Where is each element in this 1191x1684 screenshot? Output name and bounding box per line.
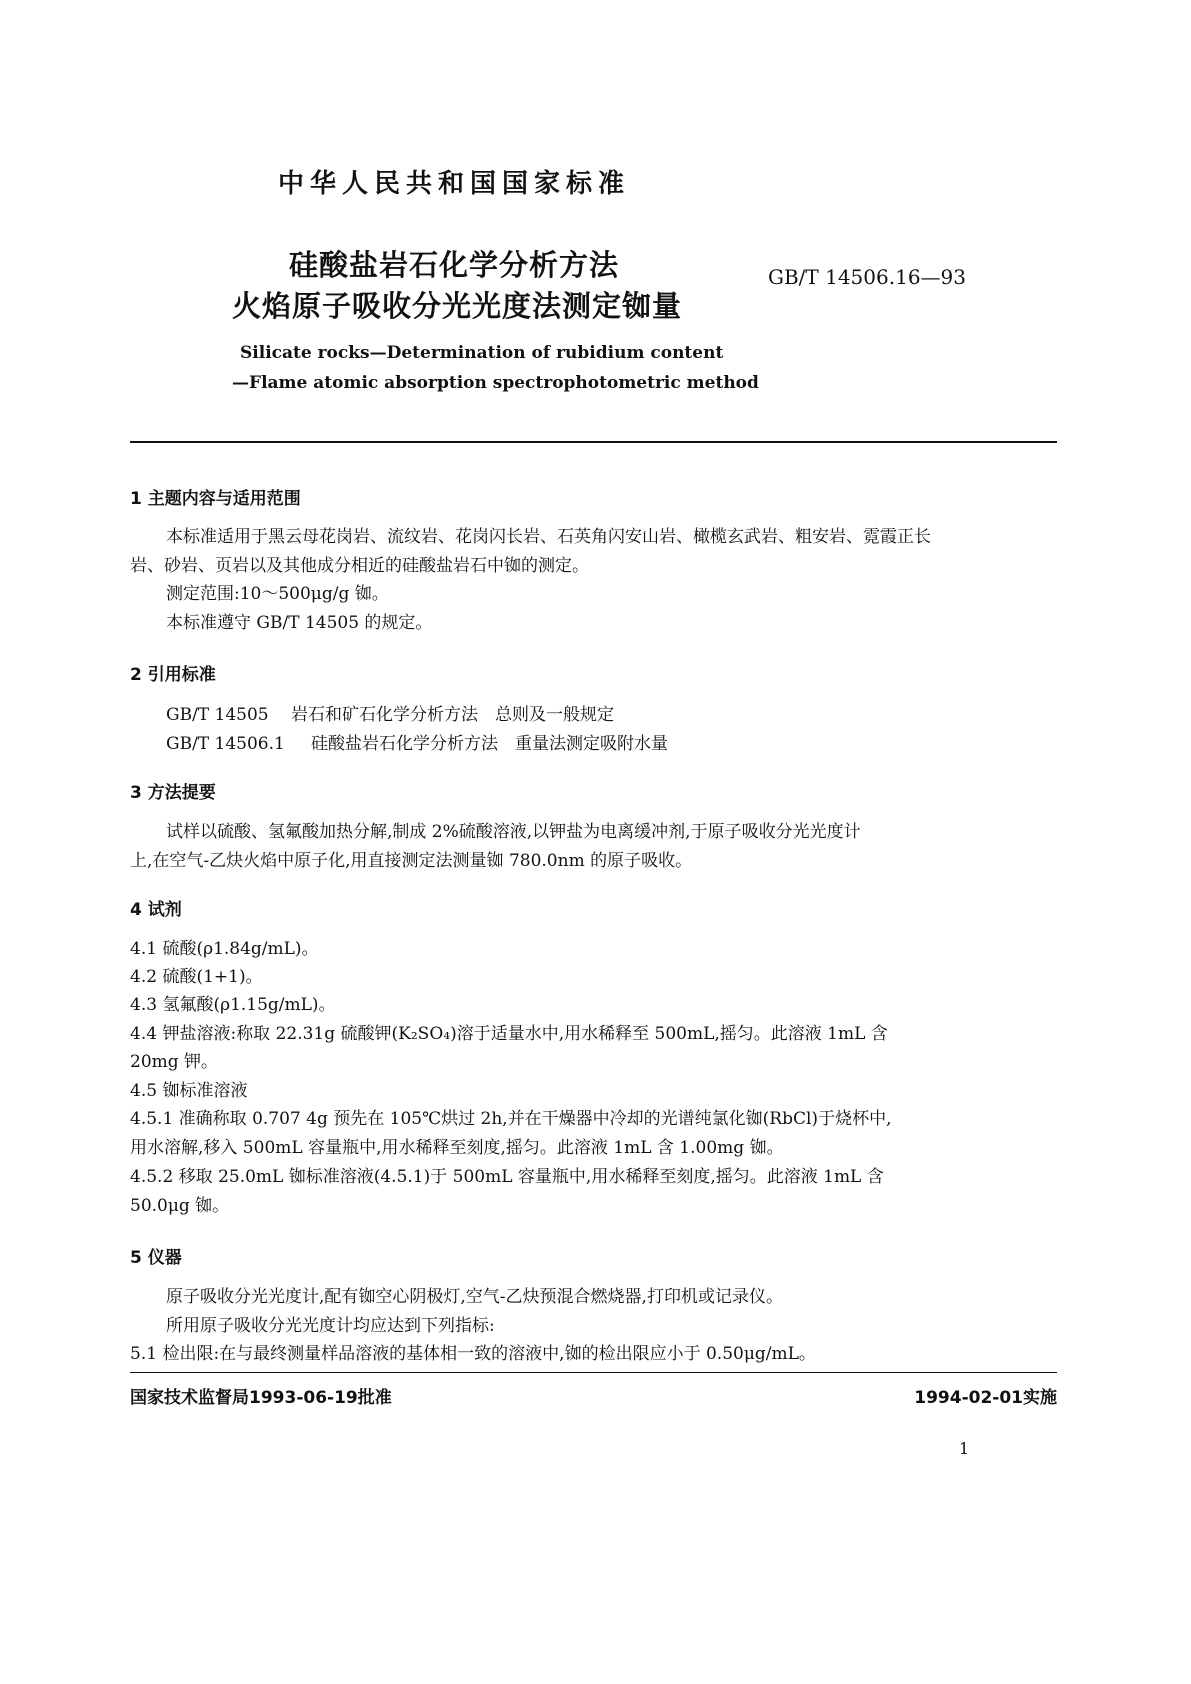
reagent-item-4-2: 4.2 硫酸(1+1)。 — [130, 967, 263, 987]
section-2-heading: 2 引用标准 — [130, 665, 216, 685]
approval-date: 国家技术监督局1993-06-19批准 — [130, 1388, 392, 1408]
page-number: 1 — [959, 1439, 970, 1458]
reagent-item-4-5: 4.5 铷标准溶液 — [130, 1081, 248, 1101]
title-line-2: 火焰原子吸收分光光度法测定铷量 — [232, 289, 683, 323]
standard-code: GB/T 14506.16—93 — [768, 265, 966, 289]
reference-title: 硅酸盐岩石化学分析方法 重量法测定吸附水量 — [311, 734, 668, 754]
section-1-heading: 1 主题内容与适用范围 — [130, 489, 301, 509]
section-4-heading: 4 试剂 — [130, 900, 182, 920]
footer-divider — [130, 1372, 1057, 1373]
header-divider — [130, 441, 1057, 443]
reference-code: GB/T 14506.1 — [166, 734, 285, 754]
section-3-heading: 3 方法提要 — [130, 783, 216, 803]
reference-item — [166, 734, 668, 754]
reagent-item-4-1: 4.1 硫酸(ρ1.84g/mL)。 — [130, 939, 319, 959]
section-1-para-line-1: 本标准适用于黑云母花岗岩、流纹岩、花岗闪长岩、石英角闪安山岩、橄榄玄武岩、粗安岩、霓霞正长 — [166, 527, 931, 547]
reagent-item-4-4-cont: 20mg 钾。 — [130, 1052, 219, 1072]
reagent-item-4-5-1-cont: 用水溶解,移入 500mL 容量瓶中,用水稀释至刻度,摇匀。此溶液 1mL 含 1.00mg 铷。 — [130, 1138, 784, 1158]
section-5-heading: 5 仪器 — [130, 1248, 182, 1268]
instrument-item-5-1: 5.1 检出限:在与最终测量样品溶液的基体相一致的溶液中,铷的检出限应小于 0.50μg/mL。 — [130, 1344, 816, 1364]
reagent-item-4-4: 4.4 钾盐溶液:称取 22.31g 硫酸钾(K₂SO₄)溶于适量水中,用水稀释至 500mL,摇匀。此溶液 1mL 含 — [130, 1024, 888, 1044]
title-line-1: 硅酸盐岩石化学分析方法 — [289, 248, 620, 282]
section-5-para-2: 所用原子吸收分光光度计均应达到下列指标: — [166, 1316, 495, 1336]
reagent-item-4-5-2: 4.5.2 移取 25.0mL 铷标准溶液(4.5.1)于 500mL 容量瓶中,用水稀释至刻度,摇匀。此溶液 1mL 含 — [130, 1167, 884, 1187]
section-1-para-line-2: 岩、砂岩、页岩以及其他成分相近的硅酸盐岩石中铷的测定。 — [130, 556, 589, 576]
national-standard-heading: 中华人民共和国国家标准 — [278, 169, 631, 199]
reference-item — [166, 705, 614, 725]
implementation-date: 1994-02-01实施 — [914, 1388, 1057, 1408]
reagent-item-4-3: 4.3 氢氟酸(ρ1.15g/mL)。 — [130, 995, 336, 1015]
reagent-item-4-5-2-cont: 50.0μg 铷。 — [130, 1196, 230, 1216]
reference-title: 岩石和矿石化学分析方法 总则及一般规定 — [291, 705, 614, 725]
compliance-statement: 本标准遵守 GB/T 14505 的规定。 — [166, 613, 433, 633]
section-5-para-1: 原子吸收分光光度计,配有铷空心阴极灯,空气-乙炔预混合燃烧器,打印机或记录仪。 — [166, 1287, 783, 1307]
measurement-range: 测定范围:10～500μg/g 铷。 — [166, 584, 389, 604]
english-title-line-2: —Flame atomic absorption spectrophotometric method — [232, 373, 759, 393]
section-3-para-line-2: 上,在空气-乙炔火焰中原子化,用直接测定法测量铷 780.0nm 的原子吸收。 — [130, 851, 693, 871]
reference-code: GB/T 14505 — [166, 705, 269, 725]
section-3-para-line-1: 试样以硫酸、氢氟酸加热分解,制成 2%硫酸溶液,以钾盐为电离缓冲剂,于原子吸收分光光度计 — [166, 822, 861, 842]
english-title-line-1: Silicate rocks—Determination of rubidium content — [240, 343, 724, 363]
reagent-item-4-5-1: 4.5.1 准确称取 0.707 4g 预先在 105℃烘过 2h,并在干燥器中冷却的光谱纯氯化铷(RbCl)于烧杯中, — [130, 1109, 892, 1129]
